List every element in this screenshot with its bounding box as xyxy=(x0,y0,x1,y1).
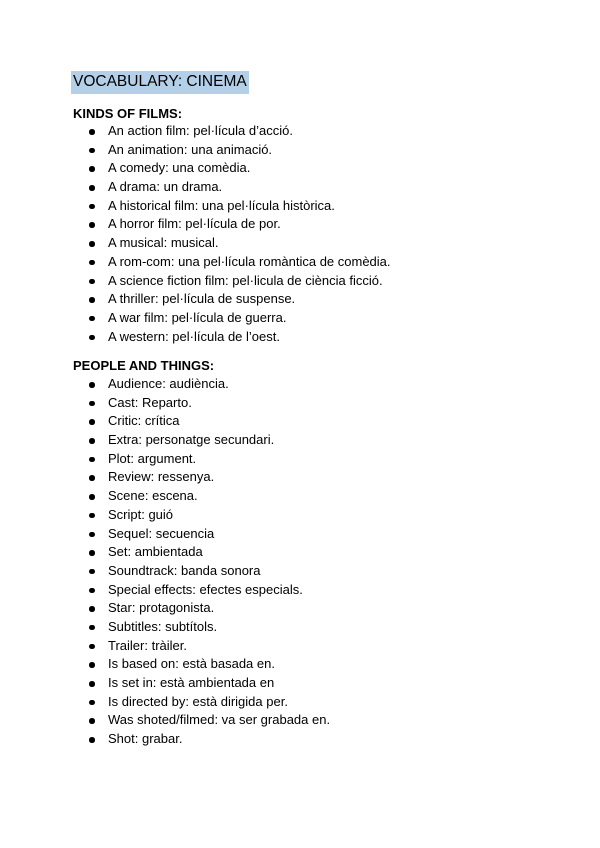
bullet-icon xyxy=(89,316,95,322)
bullet-icon xyxy=(89,382,95,388)
bullet-icon xyxy=(89,662,95,668)
bullet-icon xyxy=(89,569,95,575)
bullet-icon xyxy=(89,532,95,538)
list-item-text: A musical: musical. xyxy=(108,235,219,251)
list-item-text: Was shoted/filmed: va ser grabada en. xyxy=(108,712,331,728)
bullet-icon xyxy=(89,625,95,631)
list-item-text: A horror film: pel·lícula de por. xyxy=(108,216,281,232)
list-item-text: A war film: pel·lícula de guerra. xyxy=(108,309,287,325)
list-item-text: Soundtrack: banda sonora xyxy=(108,562,261,578)
bullet-icon xyxy=(89,129,95,135)
list-item-text: Subtitles: subtítols. xyxy=(108,618,218,634)
bullet-icon xyxy=(89,185,95,191)
list-item-text: Is set in: està ambientada en xyxy=(108,675,275,690)
list-item-text: Plot: argument. xyxy=(108,450,197,466)
section-heading-kinds-of-films: KINDS OF FILMS: xyxy=(73,106,183,121)
list-item-text: Sequel: secuencia xyxy=(108,525,215,541)
bullet-icon xyxy=(89,718,95,724)
list-item-text: A rom-com: una pel·lícula romàntica de comèdia. xyxy=(108,253,391,269)
list-item-text: Cast: Reparto. xyxy=(108,394,192,410)
bullet-icon xyxy=(89,550,95,556)
list-item-text: Is based on: està basada en. xyxy=(108,656,275,672)
list-item-text: Trailer: tràiler. xyxy=(108,637,187,653)
bullet-icon xyxy=(89,279,95,285)
section-heading-people-and-things: PEOPLE AND THINGS: xyxy=(73,358,215,373)
bullet-icon xyxy=(89,166,95,172)
list-item-text: Is directed by: està dirigida per. xyxy=(108,693,288,709)
list-item-text: Script: guió xyxy=(108,506,174,522)
bullet-icon xyxy=(89,737,95,743)
page-title: VOCABULARY: CINEMA xyxy=(71,71,249,94)
bullet-icon xyxy=(89,335,95,341)
bullet-icon xyxy=(89,700,95,706)
bullet-icon xyxy=(89,148,95,154)
bullet-icon xyxy=(89,494,95,500)
list-item-text: An action film: pel·lícula d’acció. xyxy=(108,123,293,138)
bullet-icon xyxy=(89,419,95,425)
list-item-text: Scene: escena. xyxy=(108,488,198,504)
list-item-text: Shot: grabar. xyxy=(108,731,183,747)
bullet-icon xyxy=(89,513,95,519)
list-item-text: A science fiction film: pel·licula de ciència ficció. xyxy=(108,272,383,288)
list-item-text: Star: protagonista. xyxy=(108,600,215,616)
bullet-icon xyxy=(89,606,95,612)
bullet-icon xyxy=(89,297,95,303)
bullet-icon xyxy=(89,401,95,407)
list-item-text: A thriller: pel·lícula de suspense. xyxy=(108,291,296,307)
list-item-text: A comedy: una comèdia. xyxy=(108,160,251,176)
list-item-text: Audience: audiència. xyxy=(108,376,229,391)
bullet-icon xyxy=(89,260,95,266)
list-item-text: A western: pel·lícula de l’oest. xyxy=(108,328,280,344)
list-item-text: Review: ressenya. xyxy=(108,469,215,485)
list-item-text: Set: ambientada xyxy=(108,544,203,560)
bullet-icon xyxy=(89,241,95,247)
list-item-text: Special effects: efectes especials. xyxy=(108,581,303,597)
list-item-text: A historical film: una pel·lícula històrica. xyxy=(108,197,335,213)
list-item-text: Extra: personatge secundari. xyxy=(108,432,275,448)
list-item-text: Critic: crítica xyxy=(108,413,180,429)
bullet-icon xyxy=(89,204,95,210)
bullet-icon xyxy=(89,588,95,594)
bullet-icon xyxy=(89,644,95,650)
bullet-icon xyxy=(89,457,95,463)
bullet-icon xyxy=(89,438,95,444)
list-item-text: An animation: una animació. xyxy=(108,141,273,157)
bullet-icon xyxy=(89,222,95,228)
bullet-icon xyxy=(89,475,95,481)
list-item-text: A drama: un drama. xyxy=(108,179,223,195)
bullet-icon xyxy=(89,681,95,687)
